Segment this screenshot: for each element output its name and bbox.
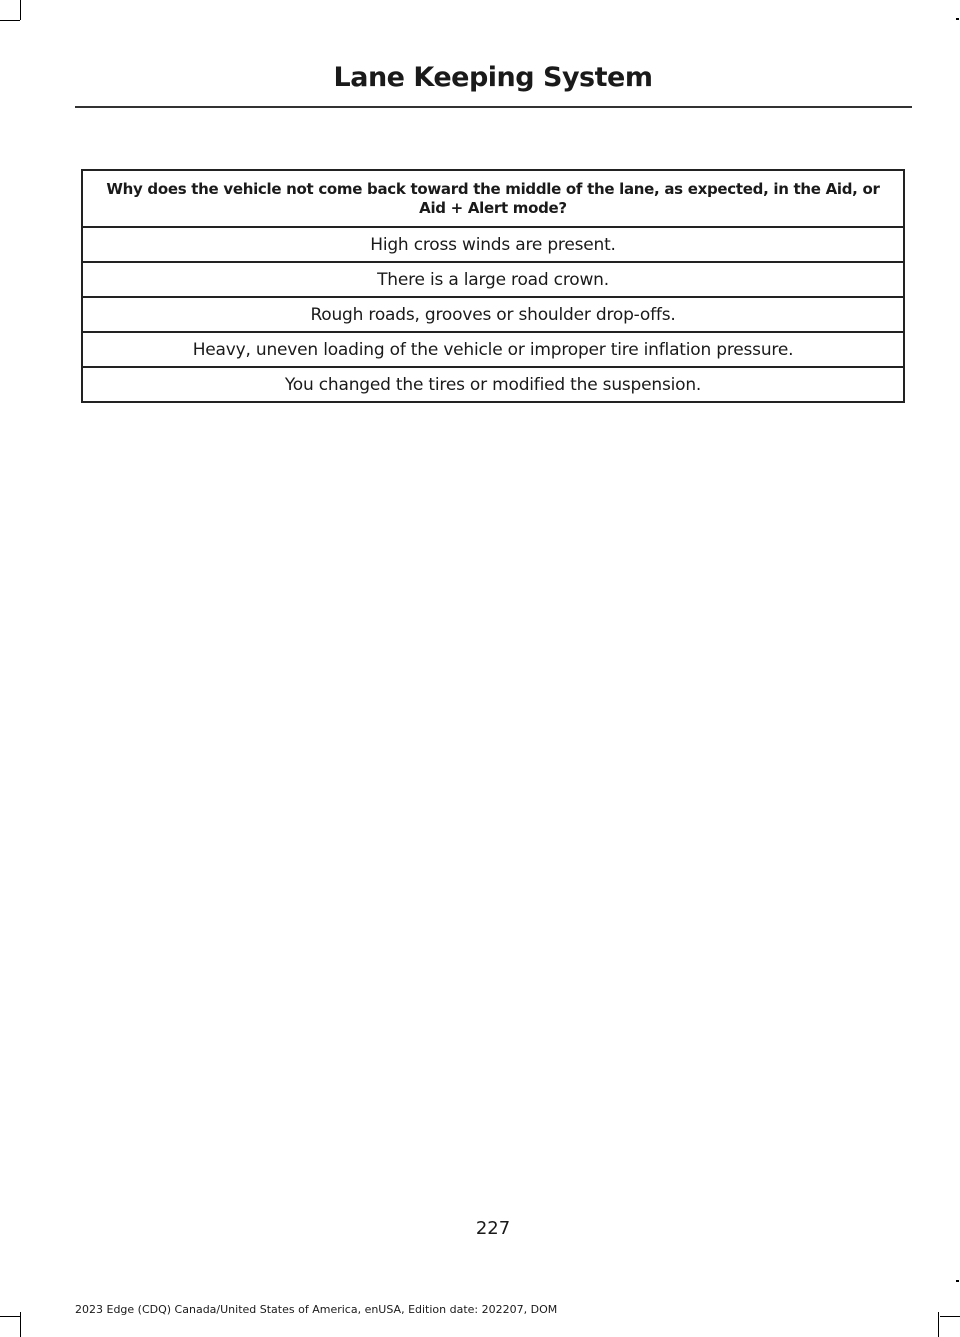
crop-mark-bottom-right-vertical [938, 1312, 939, 1337]
table-row [82, 297, 904, 332]
crop-mark-bottom-right [956, 1280, 959, 1282]
table-header-row [82, 170, 904, 227]
table-row [82, 227, 904, 262]
page-number: 227 [475, 1218, 511, 1239]
edition-footer: 2023 Edge (CDQ) Canada/United States of America, enUSA, Edition date: 202207, DOM [75, 1303, 558, 1316]
troubleshooting-table [81, 169, 905, 403]
table-cell-cause: There is a large road crown. [82, 262, 904, 297]
crop-mark-bottom-right-horizontal [940, 1316, 960, 1317]
table-cell-cause: Heavy, uneven loading of the vehicle or improper tire inflation pressure. [82, 332, 904, 367]
crop-mark-bottom-left-vertical [20, 1312, 21, 1337]
page-title: Lane Keeping System [333, 62, 653, 93]
table-cell-cause: You changed the tires or modified the suspension. [82, 367, 904, 402]
crop-mark-top-left-vertical [20, 0, 21, 20]
table-cell-cause: Rough roads, grooves or shoulder drop-offs. [82, 297, 904, 332]
table-cell-cause: High cross winds are present. [82, 227, 904, 262]
table-row [82, 262, 904, 297]
table-row [82, 332, 904, 367]
crop-mark-top-right [956, 18, 959, 20]
crop-mark-bottom-left-horizontal [0, 1316, 20, 1317]
title-divider [75, 106, 912, 108]
table-row [82, 367, 904, 402]
crop-mark-top-left-horizontal [0, 20, 20, 21]
table-question-heading: Why does the vehicle not come back toward the middle of the lane, as expected, in the Aid, or Aid + Alert mode? [82, 170, 904, 227]
